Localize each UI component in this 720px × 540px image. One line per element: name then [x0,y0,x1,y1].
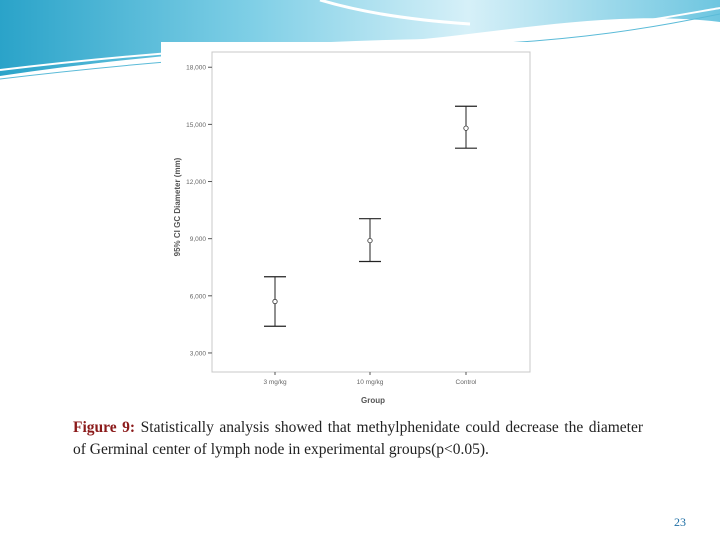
x-tick-label: 10 mg/kg [356,379,384,386]
x-tick-label: Control [455,379,477,386]
x-tick-label: 3 mg/kg [263,379,287,386]
y-tick-label: 3,000 [189,350,206,358]
mean-marker [368,238,372,242]
y-tick-label: 6,000 [189,293,206,301]
figure-caption-text: Statistically analysis showed that methylphenidate could decrease the diameter of Germinal center of lymph node in experimental groups(p<0.05). [73,419,643,458]
mean-marker [273,299,277,303]
figure-label: Figure 9: [73,419,136,436]
y-tick-label: 12,000 [186,179,206,187]
y-tick-label: 15,000 [186,121,206,129]
plot-frame [212,52,530,372]
chart-figure [161,42,540,410]
x-axis-label: Group [361,396,385,405]
mean-marker [464,126,468,130]
y-tick-label: 18,000 [186,64,206,72]
figure-caption [73,417,643,461]
y-axis-label: 95% CI GC Diameter (mm) [173,157,182,257]
errorbar-chart [161,42,540,410]
page-number: 23 [674,515,686,529]
y-tick-label: 9,000 [189,236,206,244]
